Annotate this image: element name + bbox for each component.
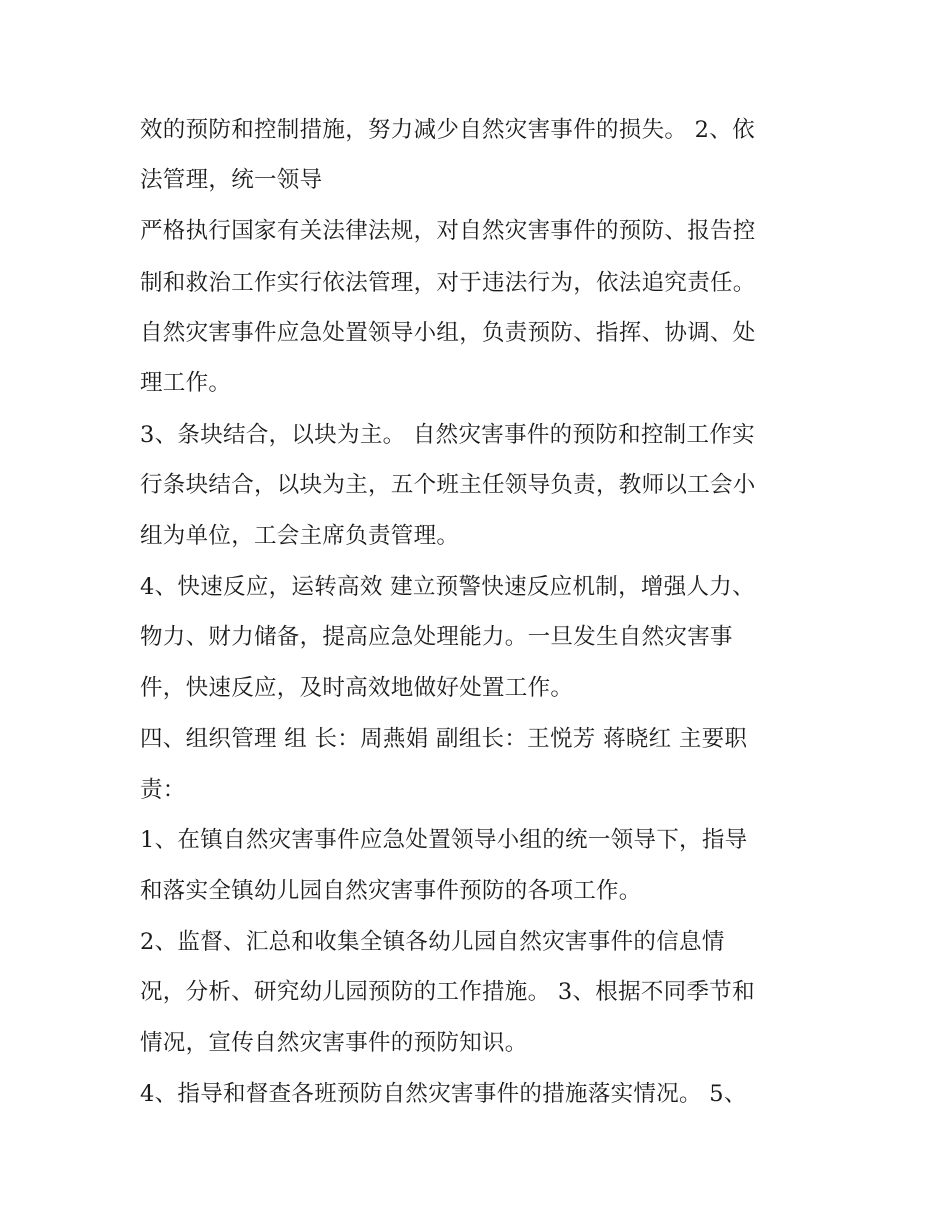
text-line: 严格执行国家有关法律法规，对自然灾害事件的预防、报告控	[140, 218, 756, 244]
text-line: 效的预防和控制措施，努力减少自然灾害事件的损失。 2、依	[140, 117, 755, 143]
text-line: 责：	[140, 777, 186, 803]
text-line: 4、指导和督查各班预防自然灾害事件的措施落实情况。 5、	[140, 1081, 747, 1107]
text-line: 况，分析、研究幼儿园预防的工作措施。 3、根据不同季节和	[140, 979, 755, 1005]
text-line: 理工作。	[140, 370, 232, 396]
text-line: 制和救治工作实行依法管理，对于违法行为，依法追究责任。	[140, 270, 756, 296]
text-line: 4、快速反应，运转高效 建立预警快速反应机制，增强人力、	[140, 574, 755, 600]
text-line: 法管理，统一领导	[140, 167, 323, 193]
text-line: 和落实全镇幼儿园自然灾害事件预防的各项工作。	[140, 878, 642, 904]
text-line: 3、条块结合，以块为主。 自然灾害事件的预防和控制工作实	[140, 422, 755, 448]
text-line: 件，快速反应，及时高效地做好处置工作。	[140, 675, 574, 701]
text-line: 情况，宣传自然灾害事件的预防知识。	[140, 1030, 528, 1056]
text-line: 组为单位，工会主席负责管理。	[140, 523, 460, 549]
text-line: 1、在镇自然灾害事件应急处置领导小组的统一领导下，指导	[140, 827, 748, 853]
text-line: 自然灾害事件应急处置领导小组，负责预防、指挥、协调、处	[140, 320, 756, 346]
text-line: 物力、财力储备，提高应急处理能力。一旦发生自然灾害事	[140, 624, 733, 650]
text-line: 2、监督、汇总和收集全镇各幼儿园自然灾害事件的信息情	[140, 929, 725, 955]
text-line: 行条块结合，以块为主，五个班主任领导负责，教师以工会小	[140, 472, 756, 498]
text-line: 四、组织管理 组 长：周燕娟 副组长：王悦芳 蒋晓红 主要职	[140, 726, 748, 752]
